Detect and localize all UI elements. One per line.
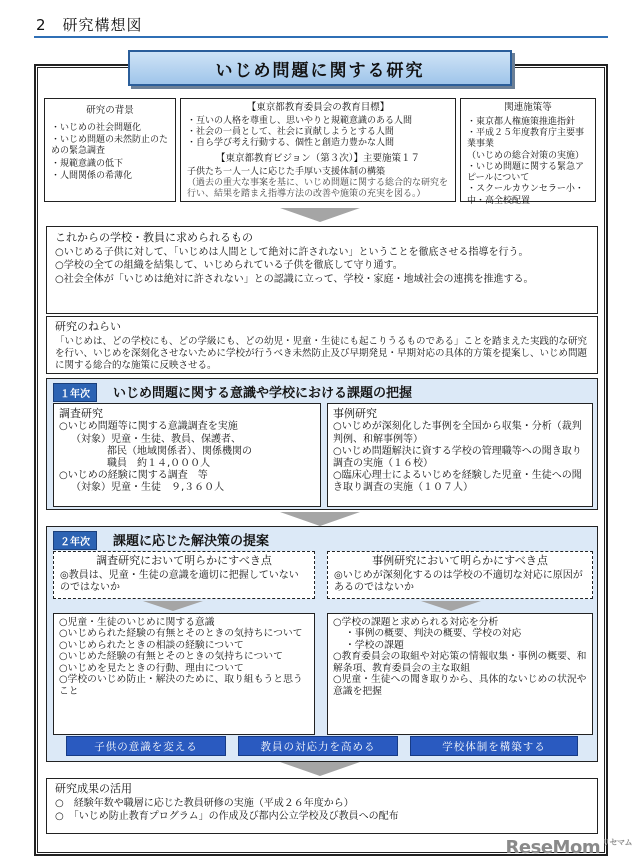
survey-line: ○いじめ問題等に関する意識調査を実施 [59,421,238,433]
background-item: ・規範意識の低下 [51,158,124,169]
education-goals-box [180,98,456,202]
related-policies-box [460,98,596,206]
flow-arrow-icon [280,512,360,526]
requirement-item: ○社会全体が「いじめは絶対に許されない」との認識に立って、学校・家庭・地域社会の連携を推進する。 [55,273,534,285]
flow-arrow-icon [421,601,481,611]
related-item: ・平成２５年度教育庁主要事業事業 [467,128,585,150]
research-aim-box [46,316,598,374]
strategy-tags [66,736,578,758]
background-item: ・人間関係の希薄化 [51,170,133,181]
related-item: ・いじめ問題に関する緊急アピールについて [467,161,585,184]
background-item: ・いじめ問題の未然防止のための緊急調査 [51,135,169,157]
year1-badge: １年次 [53,383,97,402]
flow-arrow-icon [143,601,203,611]
vision-note: （過去の重大な事案を基に、いじめ問題に関する総合的な研究を行い、結果を踏まえ指導方法の改善や施策の充実を図る。） [187,177,449,199]
finding-item: ○いじめられた経験の有無とそのときの気持ちについて [59,628,303,640]
finding-item: ・事例の概要、判決の概要、学校の対応 [345,628,522,640]
background-title: 研究の背景 [86,105,134,116]
survey-clarify-text: ◎教員は、児童・生徒の意識を適切に把握していないのではないか [60,569,299,594]
brand-tag: リセマム [602,838,632,847]
case-title: 事例研究 [333,407,377,420]
related-item: （いじめの総合対策の実施） [467,150,585,161]
related-item: ・スクールカウンセラー小・中・高全校配置 [467,184,584,206]
survey-clarify-title: 調査研究において明らかにすべき点 [96,554,272,567]
finding-item: ○いじめられたときの相談の経験について [59,639,244,651]
goals-title: 【東京都教育委員会の教育目標】 [246,102,390,113]
vision-line: 子供たち一人一人に応じた手厚い支援体制の構築 [187,166,386,177]
survey-clarify-box [53,551,315,599]
strategy-tag: 学校体制を構築する [410,736,578,756]
goal-item: ・互いの人格を尊重し、思いやりと規範意識のある人間 [187,115,413,126]
case-line: ○いじめが深刻化した事例を全国から収集・分析（裁判判例、和解事例等） [333,421,582,445]
main-title: いじめ問題に関する研究 [128,50,512,86]
survey-line: （対象）児童・生徒、教員、保護者、 [71,433,241,445]
case-line: ○いじめ問題解決に資する学校の管理職等への聞き取り調査の実施（１６校） [333,445,582,469]
survey-line: ○いじめの経験に関する調査 等 [59,470,208,482]
survey-line: （対象）児童・生徒 ９,３６０人 [71,482,225,494]
finding-item: ○教育委員会の取組や対応策の情報収集・事例の概要、和解条項、教育委員会の主な取組 [333,651,587,674]
case-findings-box [327,613,593,735]
outcome-box [46,778,598,834]
year1-case-box [327,403,593,507]
strategy-tag: 子供の意識を変える [66,736,226,756]
requirement-item: ○学校の全ての組織を結集して、いじめられている子供を徹底して守り通す。 [55,260,403,272]
requirements-box [46,226,598,314]
finding-item: ○学校の課題と求められる対応を分析 [333,617,499,628]
background-item: ・いじめの社会問題化 [51,122,142,133]
outcome-title: 研究成果の活用 [55,782,132,795]
case-clarify-title: 事例研究において明らかにすべき点 [372,554,548,567]
related-title: 関連施策等 [504,102,552,113]
case-clarify-text: ◎いじめが深刻化するのは学校の不適切な対応に原因があるのではないか [334,569,583,594]
flow-arrow-icon [280,208,360,222]
year1-survey-box [53,403,321,507]
finding-item: ○児童・生徒への聞き取りから、具体的ないじめの状況や意識を把握 [333,674,587,697]
finding-item: ○学校のいじめ防止・解決のために、取り組もうと思うこと [59,674,303,697]
outcome-item: ○ 「いじめ防止教育プログラム」の作成及び都内公立学校及び教員への配布 [55,811,399,823]
year1-title: いじめ問題に関する意識や学校における課題の把握 [113,386,413,401]
requirements-title: これからの学校・教員に求められるもの [55,231,253,244]
goal-item: ・自ら学び考え行動する、個性と創造力豊かな人間 [187,138,395,149]
survey-line: 職員 約１４,０００人 [107,457,211,469]
finding-item: ・学校の課題 [345,639,404,651]
requirement-item: ○いじめる子供に対して、「いじめは人間として絶対に許されない」ということを徹底させる指導を行う。 [55,246,529,258]
survey-findings-box [53,613,315,735]
year2-panel [46,526,598,762]
aim-title: 研究のねらい [55,320,121,333]
aim-text: 「いじめは、どの学校にも、どの学級にも、どの幼児・児童・生徒にも起こりうるものである」ことを踏まえた実践的な研究を行い、いじめを深刻化させないために学校が行うべき未然防止及び早期発見・早期対応の具体的方策を提案し、いじめ問題に関する総合的な施策に反映させる。 [55,335,588,371]
brand-logo [506,837,632,858]
case-line: ○臨床心理士によるいじめを経験した児童・生徒への聞き取り調査の実施（１０７人） [333,470,582,494]
strategy-tag: 教員の対応力を高める [238,736,398,756]
finding-item: ○いじめた経験の有無とそのときの気持ちについて [59,651,283,663]
background-box [44,98,176,202]
heading-rule [34,36,608,38]
outcome-item: ○ 経験年数や職層に応じた教員研修の実施（平成２６年度から） [55,797,354,809]
finding-item: ○児童・生徒のいじめに関する意識 [59,617,215,628]
section-heading: 2 研究構想図 [36,16,143,34]
goal-item: ・社会の一員として、社会に貢献しようとする人間 [187,127,394,138]
case-clarify-box [327,551,593,599]
survey-line: 都民（地域関係者）、関係機関の [107,445,252,457]
brand-name: ReseMom [505,837,601,858]
survey-title: 調査研究 [59,407,103,420]
year1-panel [46,378,598,510]
year2-badge: ２年次 [53,531,97,550]
vision-title: 【東京都教育ビジョン（第３次）】主要施策１７ [215,152,421,164]
related-item: ・東京都人権施策推進指針 [467,116,576,127]
flow-arrow-icon [280,762,360,776]
finding-item: ○いじめを見たときの行動、理由について [59,662,244,674]
year2-title: 課題に応じた解決策の提案 [113,534,270,549]
